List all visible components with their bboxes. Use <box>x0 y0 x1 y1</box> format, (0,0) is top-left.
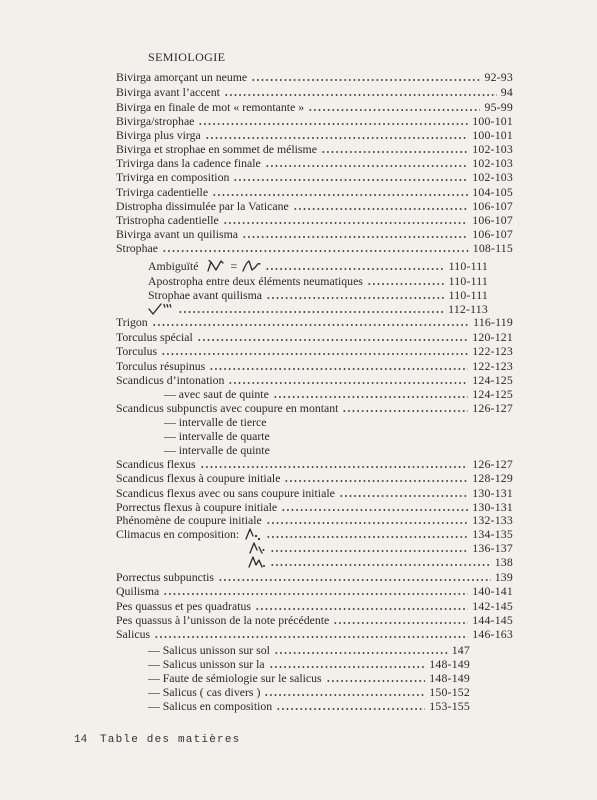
toc-entry <box>148 302 488 316</box>
toc-entry <box>116 156 513 170</box>
dot-leader <box>276 708 425 710</box>
toc-entry-title: — Salicus en composition <box>148 699 273 713</box>
dot-leader <box>274 652 448 654</box>
toc-entry <box>148 259 488 273</box>
toc-entry-title: Torculus <box>116 344 158 358</box>
toc-entry-pages: 116-119 <box>473 315 513 329</box>
section-title: SEMIOLOGIE <box>148 50 226 64</box>
dot-leader <box>209 368 468 370</box>
toc-entry-pages: 138 <box>494 555 513 569</box>
toc-entry-title: Strophae <box>116 241 158 255</box>
dot-leader <box>255 608 468 610</box>
toc-entry-pages: 130-131 <box>472 500 513 514</box>
toc-entry-title: Trivirga cadentielle <box>116 185 209 199</box>
toc-entry <box>116 170 513 184</box>
toc-entry-pages: 136-137 <box>472 541 513 555</box>
toc-entry <box>116 527 513 541</box>
toc-entry-pages: 104-105 <box>472 185 513 199</box>
toc-entry-title: — Salicus unisson sur sol <box>148 643 270 657</box>
toc-entry-title: Tristropha cadentielle <box>116 213 219 227</box>
toc-entry <box>164 443 513 457</box>
toc-entry-pages: 112-113 <box>448 302 488 316</box>
dot-leader <box>205 137 469 139</box>
toc-entry <box>116 85 513 99</box>
dot-leader <box>228 382 468 384</box>
toc-entry <box>148 643 470 657</box>
toc-entry-pages: 122-123 <box>472 359 513 373</box>
toc-entry-pages: 148-149 <box>429 671 470 685</box>
dot-leader <box>162 250 469 252</box>
toc-entry-pages: 110-111 <box>448 259 488 273</box>
toc-entry-pages: 100-101 <box>472 128 513 142</box>
dot-leader <box>178 311 444 313</box>
toc-entry-title: Bivirga et strophae en sommet de mélisme <box>116 142 317 156</box>
toc-entry-title: Torculus résupinus <box>116 359 206 373</box>
toc-entry-pages: 142-145 <box>472 599 513 613</box>
toc-entry-pages: 126-127 <box>472 401 513 415</box>
toc-entry-pages: 108-115 <box>472 241 513 255</box>
toc-entry-title: Trivirga en composition <box>116 170 230 184</box>
toc-entry <box>116 457 513 471</box>
toc-entry <box>116 627 513 641</box>
dot-leader <box>242 236 468 238</box>
neume-glyph-icon <box>206 260 226 273</box>
toc-entry-pages: 126-127 <box>472 457 513 471</box>
toc-entry-pages: 106-107 <box>472 227 513 241</box>
toc-entry-title: Torculus spécial <box>116 330 193 344</box>
toc-entry-title: Trivirga dans la cadence finale <box>116 156 261 170</box>
dot-leader <box>308 109 480 111</box>
toc-entry <box>116 401 513 415</box>
toc-entry-title: Scandicus flexus <box>116 457 196 471</box>
toc-entry-title: — intervalle de quarte <box>164 429 270 443</box>
dot-leader <box>266 297 445 299</box>
toc-entry-pages: 102-103 <box>472 142 513 156</box>
toc-entry-title: Bivirga/strophae <box>116 114 195 128</box>
toc-entry-pages: 120-121 <box>472 330 513 344</box>
dot-leader <box>161 353 468 355</box>
toc-entry-pages: 106-107 <box>472 199 513 213</box>
toc-entry <box>116 142 513 156</box>
toc-entry <box>248 541 513 555</box>
toc-entry <box>164 429 513 443</box>
toc-entry <box>116 128 513 142</box>
toc-entry-title: Salicus <box>116 627 151 641</box>
dot-leader <box>273 396 468 398</box>
toc-entry-title: Distropha dissimulée par la Vaticane <box>116 199 289 213</box>
dot-leader <box>212 194 468 196</box>
dot-leader <box>198 123 468 125</box>
toc-entry-title: Quilisma <box>116 584 160 598</box>
dot-leader <box>265 165 468 167</box>
toc-entry-title: Bivirga en finale de mot « remontante » <box>116 100 305 114</box>
toc-entry-pages: 92-93 <box>484 70 513 84</box>
toc-entry <box>116 344 513 358</box>
toc-entry-title: Porrectus subpunctis <box>116 570 214 584</box>
toc-entry <box>148 274 488 288</box>
toc-entry <box>116 330 513 344</box>
toc-entry-title: Bivirga amorçant un neume <box>116 70 248 84</box>
toc-entry-pages: 124-125 <box>472 387 513 401</box>
toc-entry-glyph <box>248 542 268 555</box>
toc-entry-pages: 148-149 <box>429 657 470 671</box>
toc-entry <box>116 486 513 500</box>
toc-entry-title: Strophae avant quilisma <box>148 288 263 302</box>
footer-running-title: Table des matières <box>100 734 241 746</box>
toc-entry-title-text: Climacus en composition: <box>116 527 240 541</box>
dot-leader <box>264 694 425 696</box>
toc-entry <box>116 471 513 485</box>
toc-entry-title: Pes quassus et pes quadratus <box>116 599 251 613</box>
neume-climacus-icon <box>248 542 266 555</box>
dot-leader <box>266 522 468 524</box>
toc-entry-title-text: Ambiguïté <box>148 259 199 273</box>
toc-entry <box>148 685 470 699</box>
toc-entry <box>116 185 513 199</box>
dot-leader <box>342 410 468 412</box>
toc-entry-title: Scandicus d’intonation <box>116 373 225 387</box>
toc-entry-pages: 130-131 <box>472 486 513 500</box>
dot-leader <box>270 550 468 552</box>
toc-entry <box>116 315 513 329</box>
toc-entry-pages: 128-129 <box>472 471 513 485</box>
toc-entry <box>148 671 470 685</box>
dot-leader <box>293 208 469 210</box>
dot-leader <box>326 680 426 682</box>
toc-entry-pages: 146-163 <box>472 627 513 641</box>
toc-entry <box>116 513 513 527</box>
toc-entry <box>116 227 513 241</box>
toc-entry-title <box>148 259 263 273</box>
toc-entry-pages: 139 <box>494 570 513 584</box>
equals-sign: = <box>230 259 238 273</box>
toc-entry-title: Porrectus flexus à coupure initiale <box>116 500 278 514</box>
toc-entry-pages: 144-145 <box>472 613 513 627</box>
dot-leader <box>269 666 426 668</box>
toc-entry-pages: 150-152 <box>429 685 470 699</box>
toc-entry <box>116 114 513 128</box>
dot-leader <box>339 495 468 497</box>
toc-entry-pages: 140-141 <box>472 584 513 598</box>
dot-leader <box>251 79 480 81</box>
dot-leader <box>321 151 468 153</box>
toc-entry-pages: 122-123 <box>472 344 513 358</box>
toc-entry-pages: 110-111 <box>448 288 488 302</box>
dot-leader <box>367 283 445 285</box>
toc-entry-pages: 110-111 <box>448 274 488 288</box>
neume-glyph-icon <box>241 260 261 273</box>
dot-leader <box>163 593 468 595</box>
toc-entry <box>164 387 513 401</box>
toc-entry <box>116 500 513 514</box>
toc-entry <box>116 570 513 584</box>
toc-entry <box>116 613 513 627</box>
dot-leader <box>284 480 468 482</box>
toc-entry-title <box>116 527 264 541</box>
toc-entry-pages: 95-99 <box>484 100 513 114</box>
toc-entry-pages: 102-103 <box>472 156 513 170</box>
toc-entry-title: Bivirga plus virga <box>116 128 201 142</box>
toc-entry-title: — Faute de sémiologie sur le salicus <box>148 671 322 685</box>
toc-entry-pages: 94 <box>500 85 513 99</box>
toc-entry-pages: 134-135 <box>472 527 513 541</box>
toc-entry <box>116 373 513 387</box>
toc-entry-title: Scandicus flexus à coupure initiale <box>116 471 281 485</box>
footer-page-number: 14 <box>74 734 88 746</box>
dot-leader <box>281 509 468 511</box>
dot-leader <box>200 466 469 468</box>
toc-entry-title: Bivirga avant un quilisma <box>116 227 238 241</box>
toc-entry-title: — intervalle de quinte <box>164 443 270 457</box>
toc-entry-title: — avec saut de quinte <box>164 387 269 401</box>
dot-leader <box>333 622 468 624</box>
toc-entry-pages: 132-133 <box>472 513 513 527</box>
toc-entry <box>116 241 513 255</box>
toc-entry-pages: 102-103 <box>472 170 513 184</box>
toc-entry-pages: 124-125 <box>472 373 513 387</box>
dot-leader <box>223 222 469 224</box>
toc-entry <box>148 657 470 671</box>
dot-leader <box>233 179 468 181</box>
toc-entry-title: — Salicus ( cas divers ) <box>148 685 261 699</box>
toc-entry <box>116 100 513 114</box>
dot-leader <box>197 339 468 341</box>
dot-leader <box>152 324 469 326</box>
toc-entry-glyph <box>248 556 268 569</box>
toc-entry <box>116 359 513 373</box>
toc-entry <box>116 599 513 613</box>
dot-leader <box>266 536 468 538</box>
toc-entry-pages: 100-101 <box>472 114 513 128</box>
dot-leader <box>154 636 468 638</box>
dot-leader <box>224 94 497 96</box>
neume-climacus-icon <box>244 528 262 541</box>
toc-entry-title: Phénomène de coupure initiale <box>116 513 262 527</box>
toc-entry-title: Scandicus flexus avec ou sans coupure initiale <box>116 486 335 500</box>
toc-entry <box>116 70 513 84</box>
toc-entry-title: — Salicus unisson sur la <box>148 657 265 671</box>
toc-entry-title: — intervalle de tierce <box>164 415 267 429</box>
toc-entry-pages: 147 <box>451 643 470 657</box>
toc-entry-title: Apostropha entre deux éléments neumatiques <box>148 274 363 288</box>
toc-entry-title: Scandicus subpunctis avec coupure en montant <box>116 401 339 415</box>
toc-entry-title: Trigon <box>116 315 148 329</box>
dot-leader <box>265 268 444 270</box>
dot-leader <box>218 579 491 581</box>
toc-entry <box>248 555 513 569</box>
neume-climacus-icon <box>248 556 266 569</box>
toc-entry-pages: 153-155 <box>429 699 470 713</box>
toc-entry <box>148 288 488 302</box>
toc-entry <box>148 699 470 713</box>
toc-entry-title: Bivirga avant l’accent <box>116 85 220 99</box>
toc-entry <box>164 415 513 429</box>
toc-entry <box>116 213 513 227</box>
toc-entry-title: Pes quassus à l’unisson de la note précédente <box>116 613 330 627</box>
dot-leader <box>270 564 491 566</box>
toc-entry <box>116 584 513 598</box>
toc-entry <box>116 199 513 213</box>
toc-entry-pages: 106-107 <box>472 213 513 227</box>
